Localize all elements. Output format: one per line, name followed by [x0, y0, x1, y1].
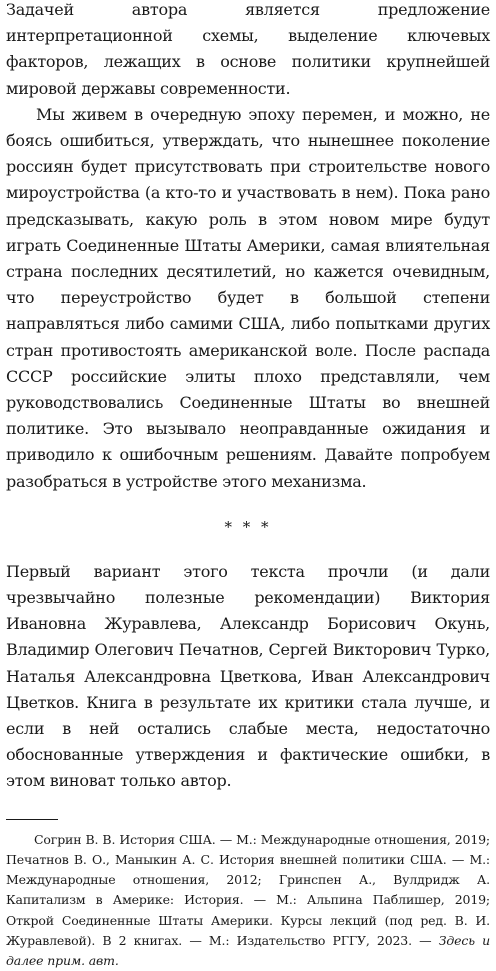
footnote-text: Согрин В. В. История США. — М.: Международные отношения, 2019; Печатнов В. О., Маныкин А. С. История внешней политики США. — М.: Международные отношения, 2012; Гринспен А., Вулдридж А. Капитализм в Америке: История. — М.: Альпина Паблишер, 2019; Открой Соединенные Штаты Америки. Курсы лекций (под ред. В. И. Журавлевой). В 2 книгах. — М.: Издательство РГГУ, 2023. — — [6, 831, 490, 948]
footnote — [6, 830, 490, 971]
paragraph-intro-end: Задачей автора является предложение интерпретационной схемы, выделение ключевых факторов, лежащих в основе политики крупнейшей мировой державы современности. — [6, 0, 490, 98]
footnote-author-note: Здесь и далее прим. авт. — [6, 932, 490, 968]
paragraph-era-of-change: Мы живем в очередную эпоху перемен, и можно, не боясь ошибиться, утверждать, что нынешнее поколение россиян будет присутствовать при строительстве нового мироустройства (а кто-то и участвовать в нем). Пока рано предсказывать, какую роль в этом новом мире будут играть Соединенные Штаты Америки, самая влиятельная страна последних десятилетий, но кажется очевидным, что переустройство будет в большой степени направляться либо самими США, либо попытками других стран противостоять американской воле. После распада СССР российские элиты плохо представляли, чем руководствовались Соединенные Штаты во внешней политике. Это вызывало неоправданные ожидания и приводило к ошибочным решениям. Давайте попробуем разобраться в устройстве этого механизма. — [6, 104, 490, 491]
page-body — [6, 0, 490, 971]
footnote-divider — [6, 819, 58, 820]
paragraph-acknowledgements: Первый вариант этого текста прочли (и дали чрезвычайно полезные рекомендации) Виктория Ивановна Журавлева, Александр Борисович Окунь, Владимир Олегович Печатнов, Сергей Викторович Турко, Наталья Александровна Цветкова, Иван Александрович Цветков. Книга в результате их критики стала лучше, и если в ней остались слабые места, недостаточно обоснованные утверждения и фактические ошибки, в этом виноват только автор. — [6, 561, 490, 791]
section-separator: * * * — [224, 517, 272, 536]
